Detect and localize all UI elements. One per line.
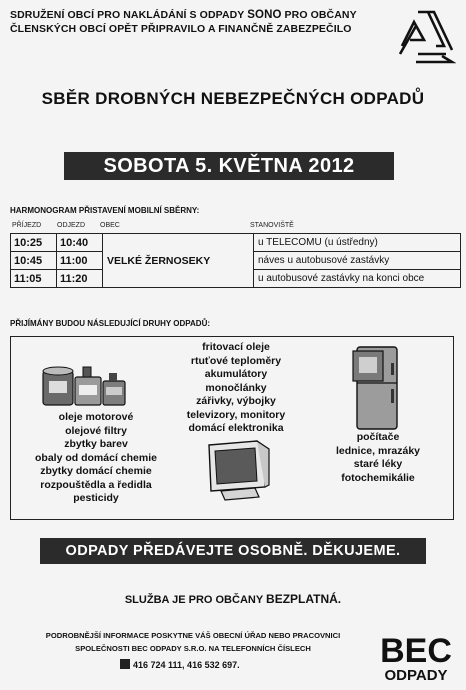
- departure-cell: 10:40: [57, 234, 103, 252]
- info-line-1: PODROBNĚJŠÍ INFORMACE POSKYTNE VÁŠ OBECNÍ ÚŘAD NEBO PRACOVNICI: [45, 631, 341, 640]
- bec-logo-top-text: BEC: [380, 632, 452, 670]
- schedule-table: [10, 233, 461, 288]
- page-title: SBĚR DROBNÝCH NEBEZPEČNÝCH ODPADŮ: [41, 89, 425, 108]
- waste-list-middle: [176, 341, 296, 436]
- town-cell: VELKÉ ŽERNOSEKY: [103, 234, 254, 288]
- intro-brand: SONO: [247, 9, 282, 21]
- waste-item: zbytky domácí chemie: [40, 465, 152, 477]
- waste-item: televizory, monitory: [186, 408, 286, 421]
- column-header-town: OBEC: [100, 222, 120, 229]
- crt-monitor-image: [199, 437, 273, 507]
- recycling-arrows-logo: [396, 6, 456, 68]
- waste-item: fotochemikálie: [341, 471, 415, 484]
- column-header-location: STANOVIŠTĚ: [250, 222, 294, 229]
- intro-text: [10, 8, 400, 36]
- phone-numbers: 416 724 111, 416 532 697.: [133, 660, 240, 670]
- departure-cell: 11:00: [57, 252, 103, 270]
- table-row: [11, 234, 461, 252]
- waste-item: fritovací oleje: [202, 341, 270, 353]
- departure-cell: 11:20: [57, 270, 103, 288]
- waste-item: akumulátory: [204, 368, 268, 380]
- column-header-departure: ODJEZD: [57, 222, 85, 229]
- waste-list-left: [21, 411, 171, 506]
- refrigerator-image: [351, 343, 405, 433]
- paint-cans-image: [39, 357, 131, 409]
- free-service-note: [0, 592, 466, 606]
- intro-line-1-end: PRO OBČANY: [281, 9, 357, 21]
- location-cell: u autobusové zastávky na konci obce: [254, 270, 461, 288]
- waste-list-right: [311, 431, 445, 485]
- waste-item: monočlánky: [205, 381, 267, 394]
- bec-logo-bottom-text: ODPADY: [384, 667, 448, 684]
- waste-item: obaly od domácí chemie: [35, 451, 157, 464]
- column-header-arrival: PŘÍJEZD: [12, 222, 42, 229]
- intro-line-1-start: SDRUŽENÍ OBCÍ PRO NAKLÁDÁNÍ S ODPADY: [10, 9, 248, 21]
- waste-item: pesticidy: [73, 492, 119, 504]
- waste-item: oleje motorové: [58, 411, 134, 423]
- phone-line: [120, 659, 240, 670]
- waste-item: rtuťové teploměry: [190, 354, 282, 367]
- free-note-emphasis: BEZPLATNÁ.: [266, 592, 342, 606]
- bec-odpady-logo: [372, 628, 460, 684]
- waste-types-box: [10, 336, 454, 520]
- location-cell: u TELECOMU (u ústředny): [254, 234, 461, 252]
- handover-banner: ODPADY PŘEDÁVEJTE OSOBNĚ. DĚKUJEME.: [40, 538, 426, 564]
- date-banner: SOBOTA 5. KVĚTNA 2012: [64, 152, 394, 180]
- waste-item: staré léky: [353, 458, 403, 470]
- arrival-cell: 11:05: [11, 270, 57, 288]
- waste-item: zářivky, výbojky: [196, 395, 276, 407]
- arrival-cell: 10:25: [11, 234, 57, 252]
- arrival-cell: 10:45: [11, 252, 57, 270]
- info-line-2: SPOLEČNOSTI BEC ODPADY S.R.O. NA TELEFONNÍCH ČÍSLECH: [75, 644, 311, 653]
- waste-item: zbytky barev: [64, 438, 128, 450]
- waste-item: lednice, mrazáky: [335, 444, 421, 457]
- intro-line-2: ČLENSKÝCH OBCÍ OPĚT PŘIPRAVILO A FINANČNĚ ZABEZPEČILO: [10, 23, 352, 35]
- waste-item: domácí elektronika: [188, 422, 284, 434]
- free-note-text: SLUŽBA JE PRO OBČANY: [124, 594, 267, 606]
- phone-icon: [120, 659, 130, 669]
- intro-line-1: [10, 8, 400, 22]
- schedule-heading: HARMONOGRAM PŘISTAVENÍ MOBILNÍ SBĚRNY:: [10, 206, 200, 215]
- accepted-waste-heading: PŘIJÍMÁNY BUDOU NÁSLEDUJÍCÍ DRUHY ODPADŮ:: [10, 319, 211, 328]
- waste-item: rozpouštědla a ředidla: [40, 478, 152, 491]
- location-cell: náves u autobusové zastávky: [254, 252, 461, 270]
- waste-item: počítače: [356, 431, 400, 443]
- waste-item: olejové filtry: [65, 424, 127, 437]
